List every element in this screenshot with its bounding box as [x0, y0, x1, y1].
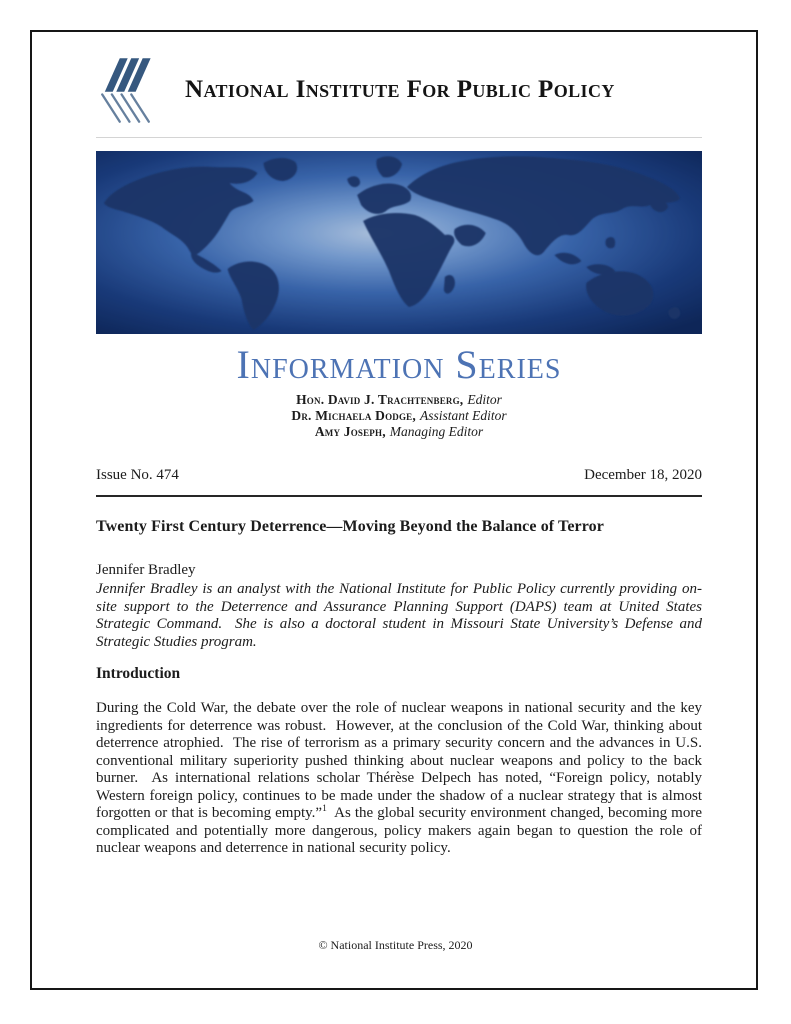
editor-role: Editor — [467, 392, 502, 407]
issue-number: Issue No. 474 — [96, 467, 179, 483]
issue-date: December 18, 2020 — [584, 467, 702, 483]
issue-row — [96, 467, 702, 484]
section-heading-introduction: Introduction — [96, 665, 181, 682]
editor-name: Dr. Michaela Dodge, — [291, 408, 416, 423]
body-paragraph — [96, 700, 702, 858]
editor-line — [96, 424, 702, 440]
paragraph-text: During the Cold War, the debate over the role of nuclear weapons in national security and the key ingredients for deterrence was robust. However, at the conclusion of the Cold War, thinking about deterrence atrophied. The rise of terrorism as a primary security concern and the advances in U.S. conventional military superiority pushed thinking about nuclear weapons and policy to the back burner. As international relations scholar Thérèse Delpech has noted, “Foreign policy, notably Western foreign policy, continues to be made under the shadow of a nuclear strategy that is almost forgotten or that is becoming empty.” — [96, 700, 702, 821]
paragraph-text: As the global security environment changed, becoming more complicated and potentially more dangerous, policy makers again began to question the role of nuclear weapons and deterrence in national security policy. — [96, 805, 703, 856]
series-title: Information Series — [236, 342, 562, 387]
editor-name: Amy Joseph, — [314, 424, 386, 439]
page-content — [96, 52, 702, 858]
author-name: Jennifer Bradley — [96, 562, 196, 578]
editor-line — [96, 408, 702, 424]
article-title: Twenty First Century Deterrence—Moving Beyond the Balance of Terror — [96, 518, 604, 535]
copyright-footer: © National Institute Press, 2020 — [318, 938, 473, 952]
editors-block — [96, 392, 702, 440]
nipp-stripes-logo-icon — [96, 52, 170, 128]
masthead-header — [96, 52, 702, 138]
divider-rule — [96, 495, 702, 497]
editor-name: Hon. David J. Trachtenberg, — [296, 392, 464, 407]
organization-name: National Institute For Public Policy — [185, 76, 615, 103]
world-map-image — [96, 151, 702, 334]
editor-role: Assistant Editor — [419, 408, 507, 423]
footnote-ref-1: 1 — [322, 804, 327, 814]
editor-role: Managing Editor — [389, 424, 484, 439]
author-bio: Jennifer Bradley is an analyst with the National Institute for Public Policy currently providing on-site support to the Deterrence and Assurance Planning Support (DAPS) team at United States Strategic Command. She is also a doctoral student in Missouri State University’s Defense and Strategic Studies program. — [96, 581, 702, 650]
editor-line — [96, 392, 702, 408]
